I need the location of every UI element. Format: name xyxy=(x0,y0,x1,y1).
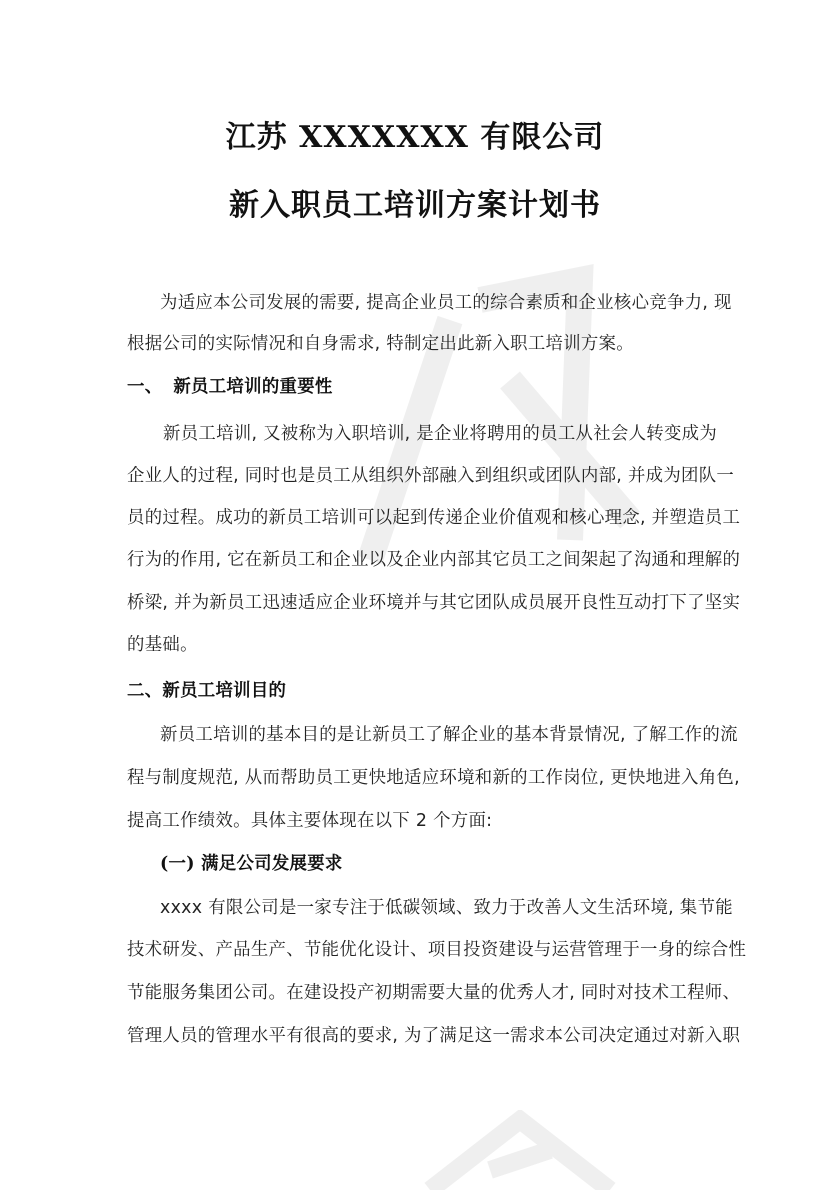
section2-heading: 二、新员工培训目的 xyxy=(127,681,287,701)
section1-number: 一、 xyxy=(127,377,163,397)
title-company: 江苏 XXXXXXX 有限公司 xyxy=(225,120,605,155)
section1-line-1: 新员工培训, 又被称为入职培训, 是企业将聘用的员工从社会人转变成为 xyxy=(163,424,718,444)
intro-line-2: 根据公司的实际情况和自身需求, 特制定出此新入职工培训方案。 xyxy=(127,334,634,354)
subsection1-heading: (一) 满足公司发展要求 xyxy=(160,854,343,874)
section2-line-2: 程与制度规范, 从而帮助员工更快地适应环境和新的工作岗位, 更快地进入角色, xyxy=(127,768,740,788)
section2-line-1: 新员工培训的基本目的是让新员工了解企业的基本背景情况, 了解工作的流 xyxy=(160,725,738,745)
subsection1-line-3: 节能服务集团公司。在建设投产初期需要大量的优秀人才, 同时对技术工程师、 xyxy=(127,983,741,1003)
subsection1-line-2: 技术研发、产品生产、节能优化设计、项目投资建设与运营管理于一身的综合性 xyxy=(127,940,747,960)
section1-heading xyxy=(127,372,333,397)
section1-line-5: 桥梁, 并为新员工迅速适应企业环境并与其它团队成员展开良性互动打下了坚实 xyxy=(127,593,741,613)
section1-title: 新员工培训的重要性 xyxy=(173,377,333,397)
section1-line-2: 企业人的过程, 同时也是员工从组织外部融入到组织或团队内部, 并成为团队一 xyxy=(127,466,735,486)
subsection1-line-1: xxxx 有限公司是一家专注于低碳领域、致力于改善人文生活环境, 集节能 xyxy=(160,898,733,918)
section2-line-3: 提高工作绩效。具体主要体现在以下 2 个方面: xyxy=(127,811,493,831)
subsection1-line-4: 管理人员的管理水平有很高的要求, 为了满足这一需求本公司决定通过对新入职 xyxy=(127,1026,741,1046)
section1-line-6: 的基础。 xyxy=(127,635,198,655)
section1-line-4: 行为的作用, 它在新员工和企业以及企业内部其它员工之间架起了沟通和理解的 xyxy=(127,550,741,570)
section1-line-3: 员的过程。成功的新员工培训可以起到传递企业价值观和核心理念, 并塑造员工 xyxy=(127,508,741,528)
intro-line-1: 为适应本公司发展的需要, 提高企业员工的综合素质和企业核心竞争力, 现 xyxy=(160,293,732,313)
title-plan: 新入职员工培训方案计划书 xyxy=(229,188,601,223)
